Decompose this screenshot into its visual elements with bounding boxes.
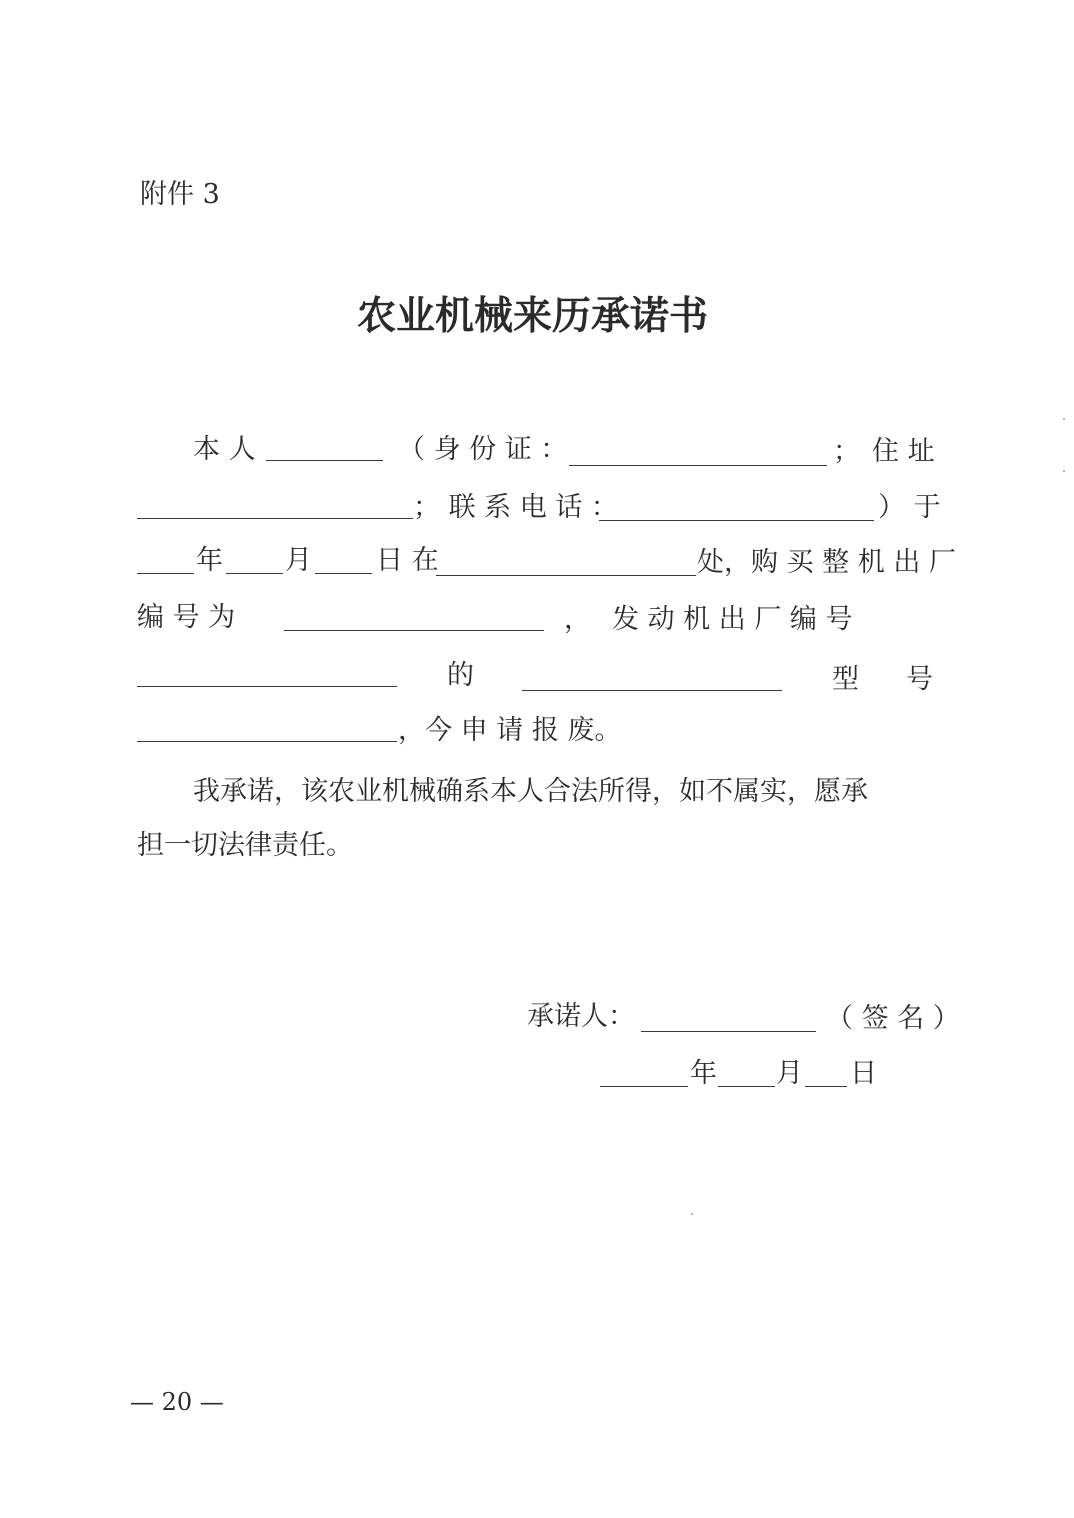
purchase-day-blank[interactable]: [315, 573, 372, 574]
text-year: 年: [196, 545, 223, 576]
text-benren: 本 人: [193, 434, 256, 465]
sign-day-blank[interactable]: [805, 1086, 847, 1087]
machine-serial-blank[interactable]: [284, 630, 544, 631]
text-address-label: 住 址: [872, 436, 935, 467]
text-scrap: ，今 申 请 报 废。: [398, 715, 622, 746]
sign-year-blank[interactable]: [600, 1086, 688, 1087]
idcard-blank[interactable]: [569, 465, 827, 466]
sign-day-label: 日: [850, 1058, 877, 1089]
text-day-at: 日 在: [376, 545, 439, 576]
name-blank[interactable]: [266, 460, 383, 461]
sign-month-blank[interactable]: [718, 1086, 775, 1087]
text-engine-serial-label: 发 动 机 出 厂 编 号: [612, 604, 853, 635]
purchase-year-blank[interactable]: [137, 573, 194, 574]
promisor-label: 承诺人：: [527, 1001, 635, 1032]
commitment-line-1: 我承诺，该农业机械确系本人合法所得，如不属实，愿承: [193, 776, 868, 807]
scan-speck: [1063, 418, 1065, 420]
attachment-label: 附件 3: [140, 179, 220, 210]
text-phone-label: ； 联 系 电 话 ：: [413, 492, 618, 523]
signature-blank[interactable]: [641, 1031, 816, 1032]
purchase-place-blank[interactable]: [436, 575, 696, 576]
text-semicolon: ；: [833, 436, 860, 467]
brand-blank[interactable]: [522, 690, 782, 691]
address-blank[interactable]: [137, 518, 413, 519]
purchase-month-blank[interactable]: [226, 573, 283, 574]
text-hao: 号: [906, 664, 933, 695]
model-blank[interactable]: [137, 741, 397, 742]
text-comma: ，: [564, 604, 591, 635]
text-de: 的: [447, 660, 474, 691]
text-purchase: 处，购 买 整 机 出 厂: [697, 547, 956, 578]
text-close-yu: ） 于: [878, 492, 941, 523]
scan-speck: [1063, 470, 1065, 472]
scan-speck: [691, 1213, 693, 1215]
page-number: — 20 —: [130, 1388, 224, 1416]
engine-serial-blank[interactable]: [137, 686, 397, 687]
sign-label: （ 签 名 ）: [826, 1003, 960, 1034]
sign-year-label: 年: [690, 1058, 717, 1089]
text-xing: 型: [832, 664, 859, 695]
text-serial-label: 编 号 为: [137, 602, 236, 633]
phone-blank[interactable]: [599, 520, 874, 521]
document-title: 农业机械来历承诺书: [357, 293, 709, 339]
text-idcard-label: （ 身 份 证 ：: [398, 434, 568, 465]
sign-month-label: 月: [776, 1058, 803, 1089]
commitment-line-2: 担一切法律责任。: [137, 830, 353, 861]
text-month: 月: [285, 545, 312, 576]
